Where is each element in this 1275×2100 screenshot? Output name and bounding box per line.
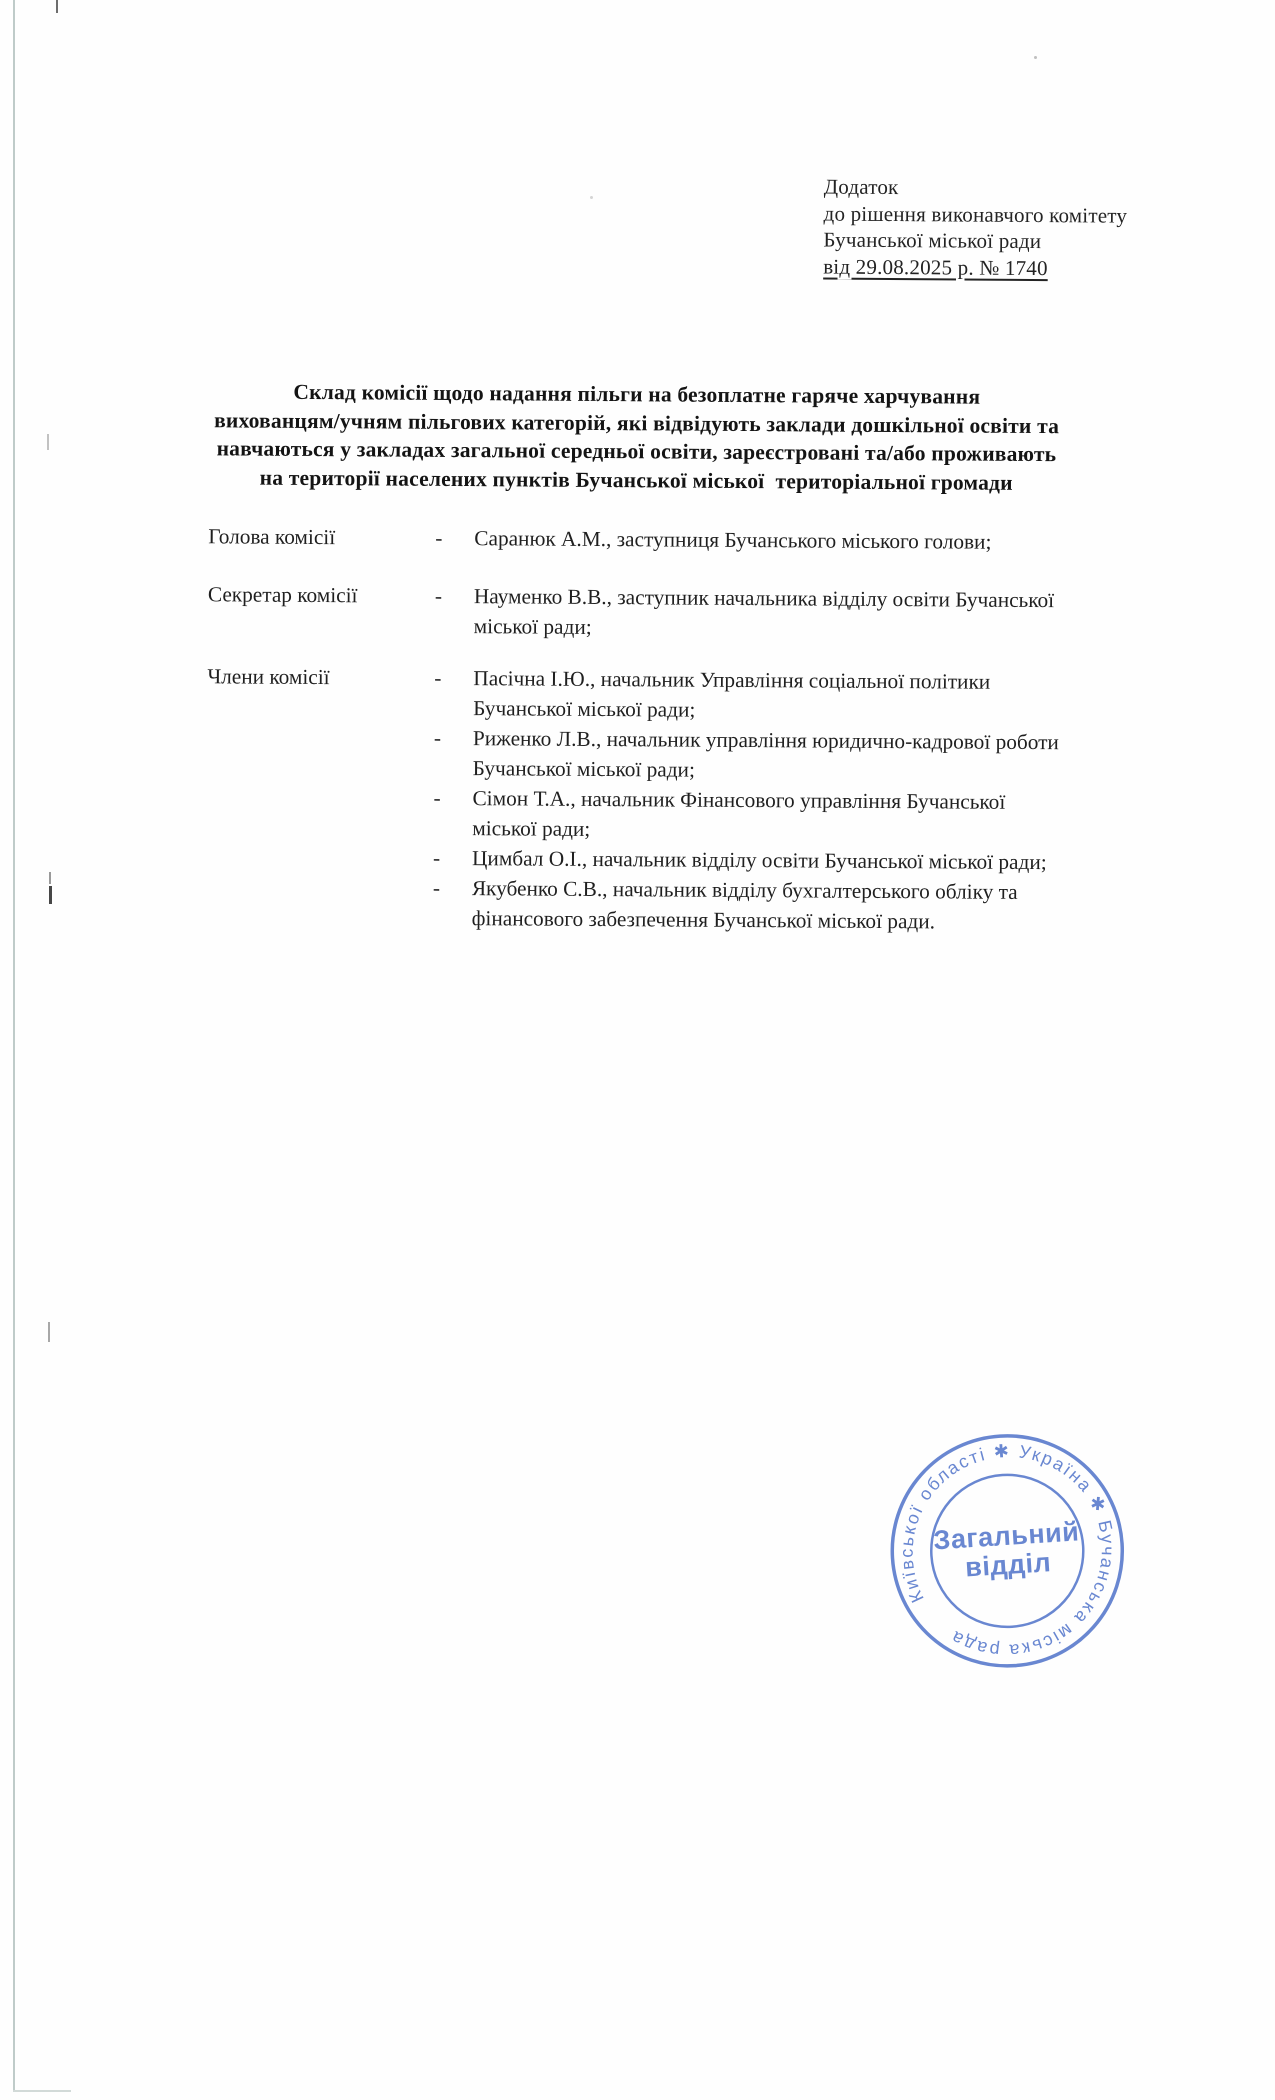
entry-line: Бучанської міської ради; [473,696,696,722]
list-dash: - [433,725,442,750]
list-dash: - [433,785,441,810]
official-stamp [876,1420,1138,1682]
stamp-center-text-line1: Загальний [932,1516,1081,1556]
entry-line: Пасічна І.Ю., начальник Управління соціальної політики [473,666,991,694]
commission-row [207,661,1187,722]
commission-row [207,579,1188,639]
commission-row [208,521,1188,554]
entry-line: Сімон Т.А., начальник Фінансового управління Бучанської [472,786,1006,814]
entry-line: Риженко Л.В., начальник управління юридично-кадрової роботи [472,726,1059,755]
entry-line: міської ради; [472,816,591,841]
title-line: навчаються у закладах загальної середньої освіти, зареєстровані та/або проживають [216,436,1057,467]
role-label: Члени комісії [207,664,330,690]
appendix-decision-date: від 29.08.2025 р. № 1740 [823,254,1048,280]
entry-line: Науменко В.В., заступник начальника відділу освіти Бучанської [473,584,1055,613]
entry-line: Якубенко С.В., начальник відділу бухгалтерського обліку та [471,876,1018,904]
entry-line: фінансового забезпечення Бучанської міської ради. [471,906,936,934]
stamp-center-text-line2: відділ [964,1547,1053,1583]
stamp-ring-text: Київської області ✱ Україна ✱ Бучанська міська рада [896,1440,1118,1661]
list-dash: - [433,845,441,870]
role-label: Голова комісії [208,524,336,550]
role-label: Секретар комісії [207,582,358,608]
appendix-reference-block [823,174,1127,282]
list-dash: - [434,583,443,608]
entry-line: міської ради; [473,614,592,639]
title-line: на території населених пунктів Бучанської міської територіальної громади [259,465,1013,495]
entry-line: Бучанської міської ради; [472,756,696,782]
list-dash: - [434,665,442,690]
appendix-line: до рішення виконавчого комітету [823,201,1128,228]
list-dash: - [435,525,443,550]
list-dash: - [432,875,441,900]
entry-line: Саранюк А.М., заступниця Бучанського міського голови; [474,526,992,554]
appendix-line: Бучанської міської ради [823,227,1042,254]
title-line: вихованцям/учням пільгових категорій, які відвідують заклади дошкільної освіти та [214,407,1060,438]
title-line: Склад комісії щодо надання пільги на безоплатне гаряче харчування [293,379,981,409]
entry-line: Цимбал О.І., начальник відділу освіти Бучанської міської ради; [472,846,1047,875]
document-title [94,376,1180,498]
appendix-line: Додаток [823,174,899,200]
